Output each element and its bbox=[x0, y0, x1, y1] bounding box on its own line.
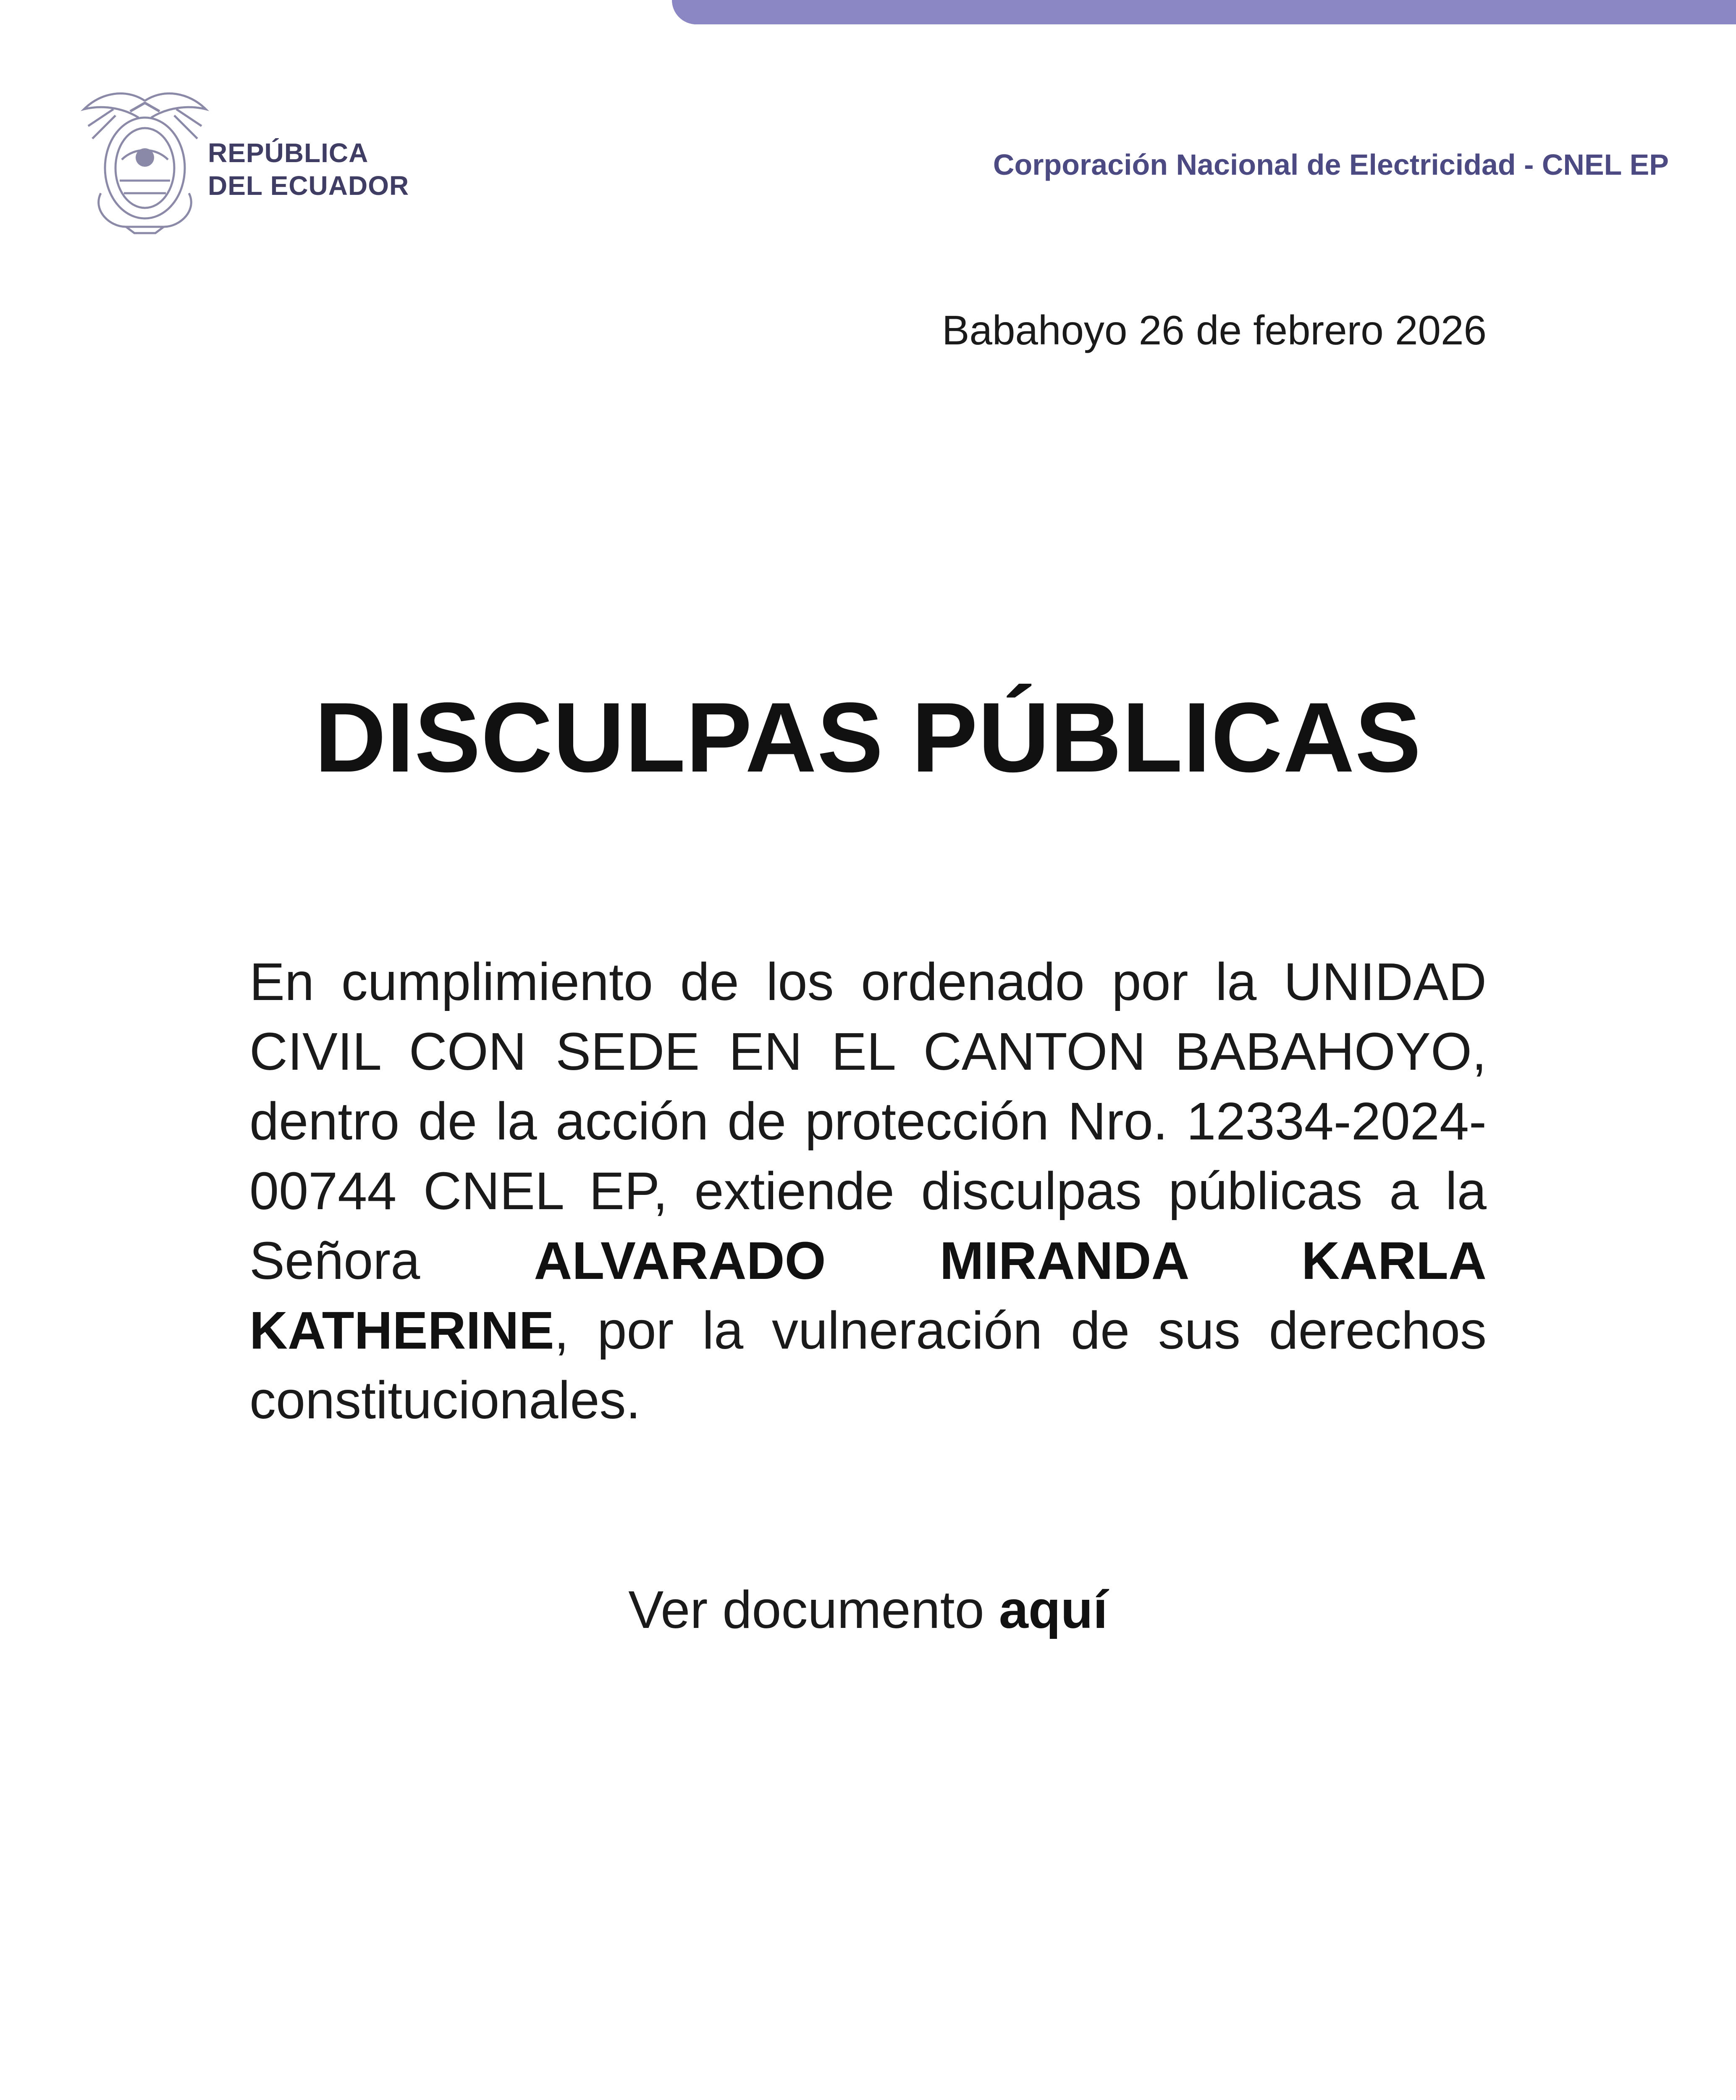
republica-del-ecuador-label bbox=[208, 136, 409, 202]
top-accent-bar bbox=[672, 0, 1736, 24]
document-date: Babahoyo 26 de febrero 2026 bbox=[942, 307, 1487, 353]
view-document-label: Ver documento bbox=[628, 1580, 999, 1639]
republica-line-1: REPÚBLICA bbox=[208, 138, 369, 168]
view-document-line bbox=[0, 1579, 1736, 1640]
view-document-link[interactable]: aquí bbox=[999, 1580, 1108, 1639]
republica-line-2: DEL ECUADOR bbox=[208, 171, 409, 201]
body-person-name: ALVARADO MIRANDA KARLA KATHERINE bbox=[249, 1231, 1487, 1360]
body-text-part-2: , por la vulneración de sus derechos constitucionales. bbox=[249, 1301, 1487, 1430]
organization-name: Corporación Nacional de Electricidad - CNEL EP bbox=[993, 148, 1669, 181]
document-body bbox=[249, 947, 1487, 1435]
body-text-part-1: En cumplimiento de los ordenado por la UNIDAD CIVIL CON SEDE EN EL CANTON BABAHOYO, dentro de la acción de protección Nro. 12334-2024-00744 CNEL EP, extiende disculpas públicas a la Señora bbox=[249, 952, 1487, 1290]
ecuador-coat-of-arms-icon bbox=[76, 84, 214, 235]
document-title: DISCULPAS PÚBLICAS bbox=[314, 682, 1421, 793]
